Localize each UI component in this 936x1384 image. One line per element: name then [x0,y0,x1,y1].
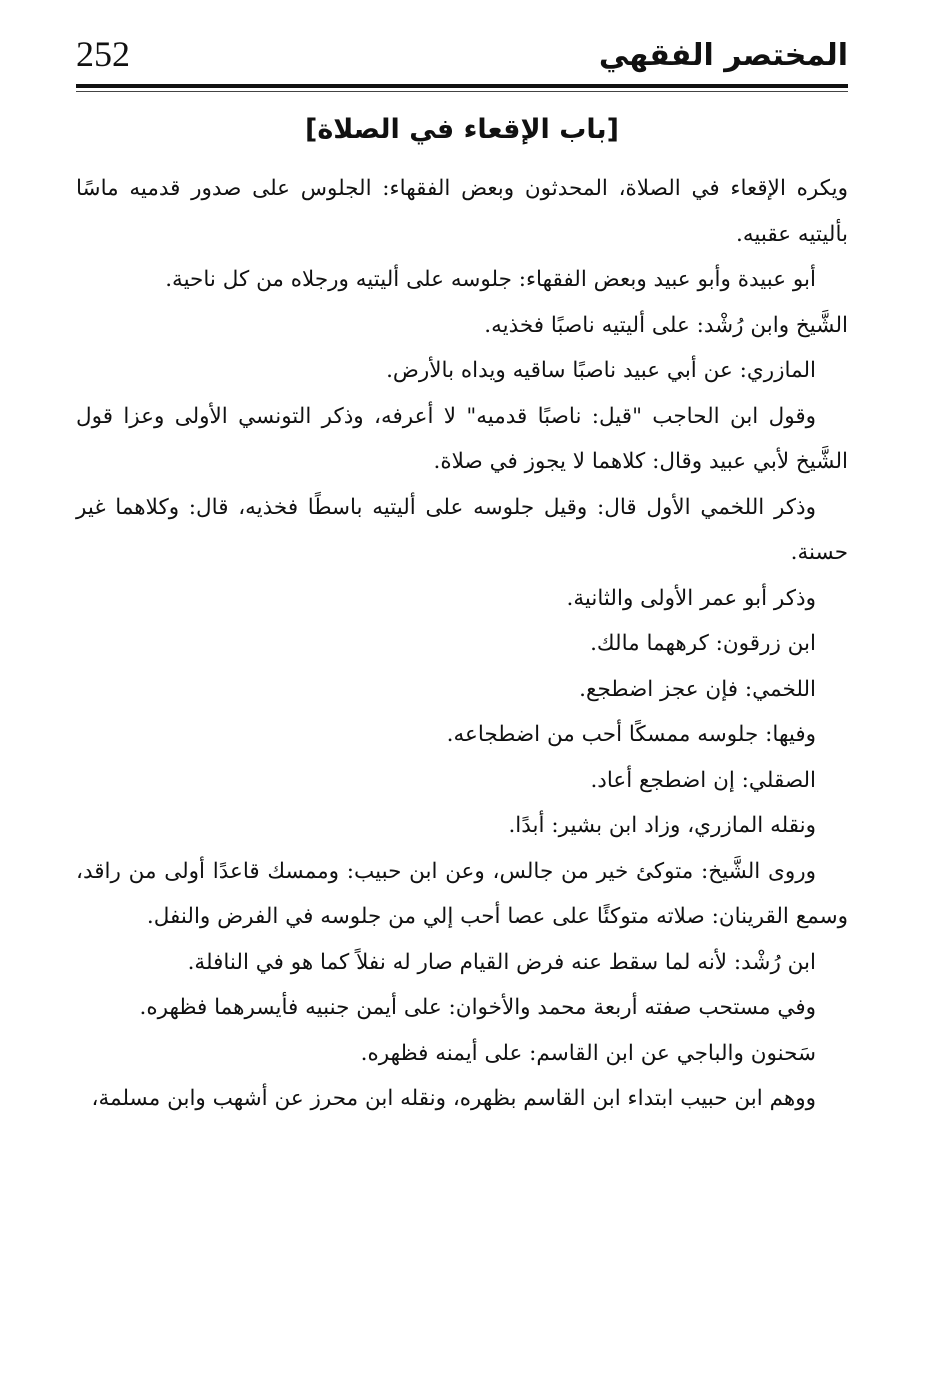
paragraph: ابن زرقون: كرههما مالك. [590,631,816,656]
paragraph: وروى الشَّيخ: متوكئ خير من جالس، وعن ابن حبيب: وممسك قاعدًا أولى من راقد، وسمع القرينان: صلاته متوكئًا على عصا أحب إلي من جلوسه في الفرض والنفل. [76,858,848,929]
page-number: 252 [76,34,130,74]
body-text [76,166,848,1122]
paragraph: وفي مستحب صفته أربعة محمد والأخوان: على أيمن جنبيه فأيسرهما فظهره. [139,995,816,1020]
header-rule-thick [76,84,848,88]
paragraph: ووهم ابن حبيب ابتداء ابن القاسم بظهره، ونقله ابن محرز عن أشهب وابن مسلمة، [91,1086,816,1111]
paragraph: الصقلي: إن اضطجع أعاد. [590,767,816,793]
paragraph: وقول ابن الحاجب "قيل: ناصبًا قدميه" لا أعرفه، وذكر التونسي الأولى وعزا قول الشَّيخ لأبي عبيد وقال: كلاهما لا يجوز في صلاة. [76,403,848,474]
header-rule-thin [76,91,848,92]
paragraph: الشَّيخ وابن رُشْد: على أليتيه ناصبًا فخذيه. [484,312,848,338]
chapter-title: [باب الإقعاء في الصلاة] [305,114,619,145]
paragraph: ابن رُشْد: لأنه لما سقط عنه فرض القيام صار له نفلاً كما هو في النافلة. [187,949,816,975]
paragraph: سَحنون والباجي عن ابن القاسم: على أيمنه فظهره. [360,1040,816,1066]
page-header [76,28,848,88]
paragraph: وذكر اللخمي الأول قال: وقيل جلوسه على أليتيه باسطًا فخذيه، قال: وكلاهما غير حسنة. [76,494,848,565]
paragraph: وذكر أبو عمر الأولى والثانية. [566,585,816,611]
paragraph: اللخمي: فإن عجز اضطجع. [579,676,816,702]
book-title: المختصر الفقهي [598,38,848,73]
paragraph: المازري: عن أبي عبيد ناصبًا ساقيه ويداه بالأرض. [386,358,816,383]
paragraph: أبو عبيدة وأبو عبيد وبعض الفقهاء: جلوسه على أليتيه ورجلاه من كل ناحية. [165,267,816,292]
paragraph: ونقله المازري، وزاد ابن بشير: أبدًا. [508,813,816,838]
paragraph: ويكره الإقعاء في الصلاة، المحدثون وبعض الفقهاء: الجلوس على صدور قدميه ماسًا بأليتيه عقبيه. [76,176,848,247]
paragraph: وفيها: جلوسه ممسكًا أحب من اضطجاعه. [446,722,816,747]
